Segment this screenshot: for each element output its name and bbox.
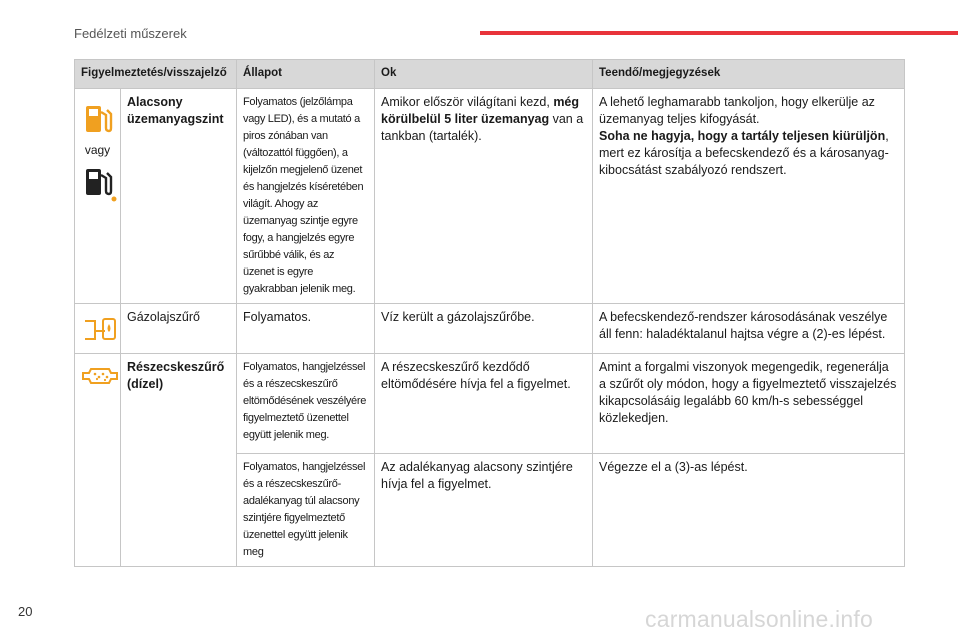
state-text: Folyamatos, hangjelzéssel és a részecskeszűrő-adalékanyag túl alacsony szintjére figyelmeztető üzenettel együtt jelenik meg — [237, 454, 375, 567]
action-text-part: A lehető leghamarabb tankoljon, hogy elkerülje az üzemanyag teljes kifogyását. — [599, 95, 875, 126]
warning-name: Részecskeszűrő (dízel) — [121, 354, 237, 567]
column-header-cause: Ok — [375, 60, 593, 89]
warning-name: Alacsony üzemanyagszint — [121, 89, 237, 304]
fuel-pump-black-icon — [78, 163, 118, 203]
page-number: 20 — [18, 604, 33, 619]
water-in-fuel-icon — [81, 315, 119, 343]
action-text: A befecskendező-rendszer károsodásának veszélye áll fenn: haladéktalanul hajtsa végre a (2)-es lépést. — [593, 304, 905, 354]
icon-cell — [75, 354, 121, 567]
state-text: Folyamatos, hangjelzéssel és a részecskeszűrő eltömődésének veszélyére figyelmeztető üzenettel együtt jelenik meg. — [237, 354, 375, 454]
cause-text: A részecskeszűrő kezdődő eltömődésére hívja fel a figyelmet. — [375, 354, 593, 454]
cause-text: Az adalékanyag alacsony szintjére hívja fel a figyelmet. — [375, 454, 593, 567]
action-text-bold: Soha ne hagyja, hogy a tartály teljesen kiürüljön — [599, 129, 886, 143]
action-text-part: , mert ez károsítja a befecskendező és a károsanyag-kibocsátást szabályozó rendszert. — [599, 129, 889, 177]
cause-text-bold: még körülbelül 5 liter üzemanyag — [381, 95, 580, 126]
state-text: Folyamatos. — [237, 304, 375, 354]
cause-text — [375, 89, 593, 304]
cause-text: Víz került a gázolajszűrőbe. — [375, 304, 593, 354]
column-header-action: Teendő/megjegyzések — [593, 60, 905, 89]
action-text: Amint a forgalmi viszonyok megengedik, regenerálja a szűrőt oly módon, hogy a figyelmeztető visszajelzés kikapcsolásáig legalább 60 km/h-s sebességgel közlekedjen. — [593, 354, 905, 454]
icon-cell — [75, 304, 121, 354]
fuel-pump-orange-icon — [78, 98, 118, 138]
header-accent-bar — [480, 31, 958, 35]
warning-lamps-table — [74, 59, 905, 567]
table-row — [75, 354, 905, 454]
table-header-row — [75, 60, 905, 89]
column-header-state: Állapot — [237, 60, 375, 89]
action-text: Végezze el a (3)-as lépést. — [593, 454, 905, 567]
table-row — [75, 89, 905, 304]
action-text — [593, 89, 905, 304]
table-row — [75, 304, 905, 354]
watermark: carmanualsonline.info — [645, 606, 873, 632]
icon-cell — [75, 89, 121, 304]
particle-filter-icon — [81, 365, 119, 387]
column-header-warning: Figyelmeztetés/visszajelző — [75, 60, 237, 89]
cause-text-part: van a tankban (tartalék). — [381, 112, 584, 143]
state-text: Folyamatos (jelzőlámpa vagy LED), és a mutató a piros zónában van (változattól függően), a kijelzőn megjelenő üzenet és hangjelzés kíséretében világít. Ahogy az üzemanyag szintje egyre fogy, a hangjelzés egyre sűrűbbé válik, és az üzenet is egyre gyakrabban jelenik meg. — [237, 89, 375, 304]
warning-name: Gázolajszűrő — [121, 304, 237, 354]
or-label: vagy — [84, 143, 111, 157]
cause-text-part: Amikor először világítani kezd, — [381, 95, 554, 109]
section-title: Fedélzeti műszerek — [74, 26, 187, 41]
